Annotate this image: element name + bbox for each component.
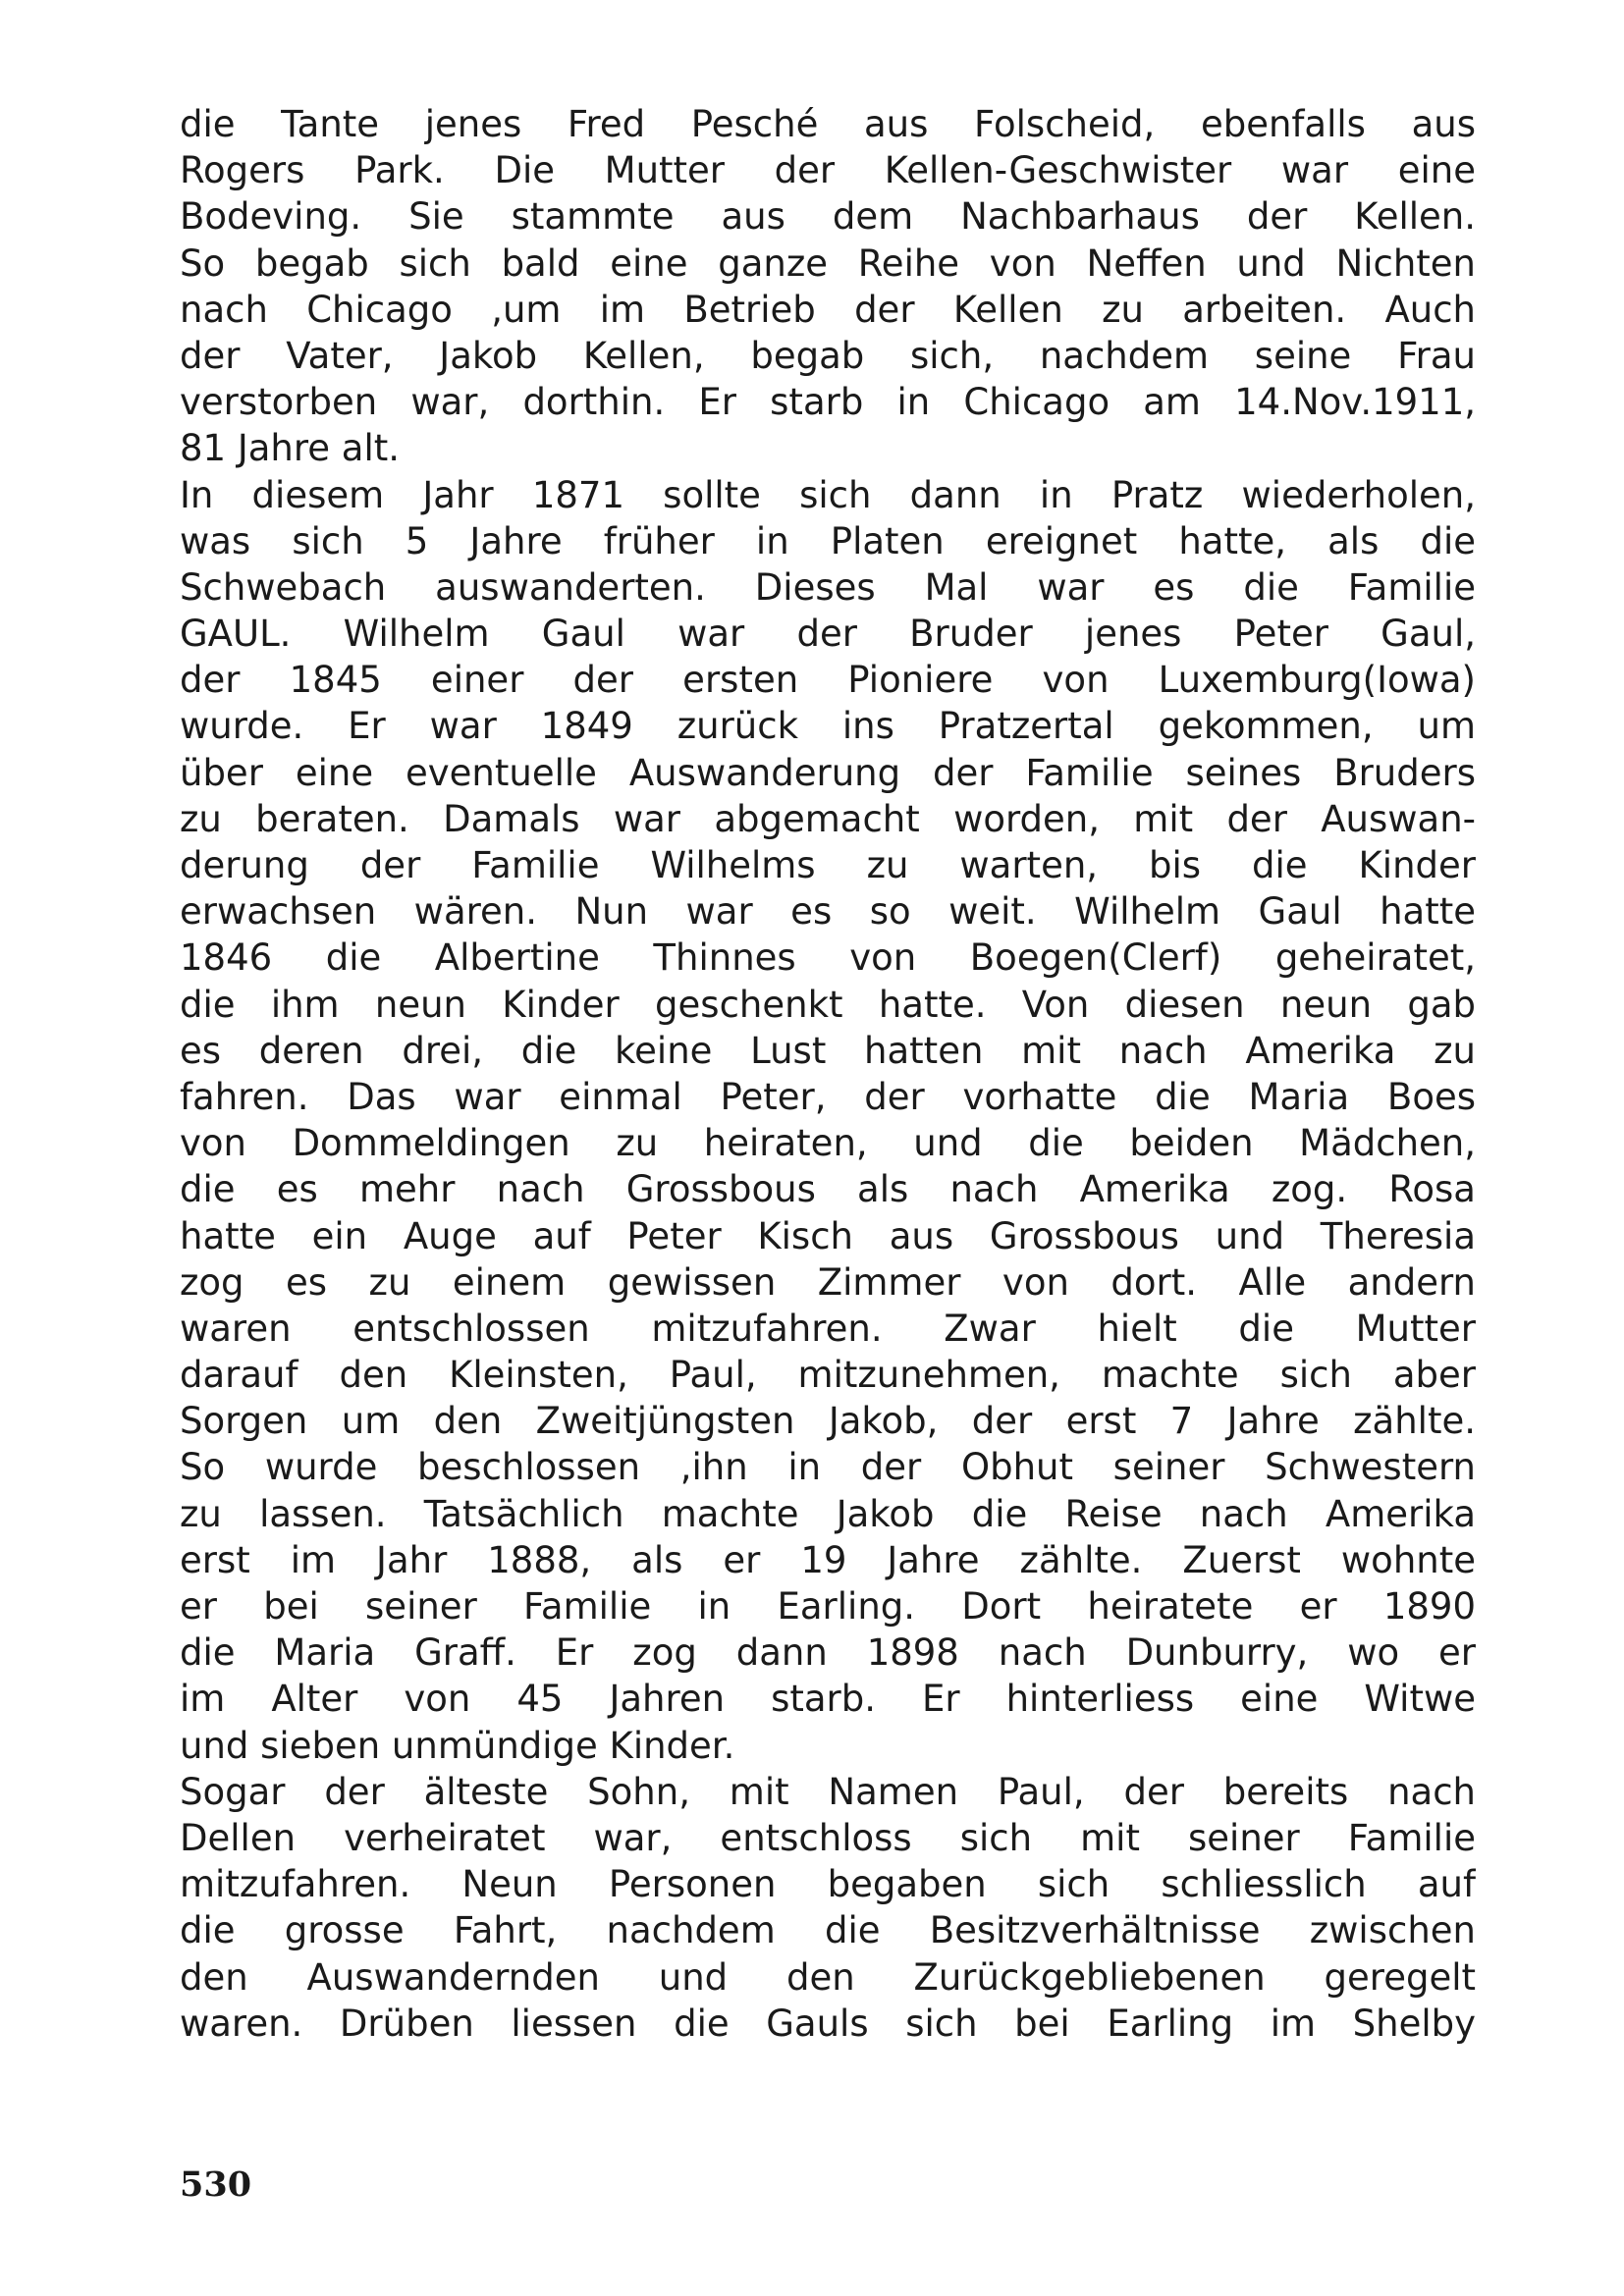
text-line: wurde. Er war 1849 zurück ins Pratzertal gekommen, um bbox=[180, 705, 1476, 748]
text-line: die ihm neun Kinder geschenkt hatte. Von diesen neun gab bbox=[180, 983, 1476, 1026]
text-line: die Maria Graff. Er zog dann 1898 nach Dunburry, wo er bbox=[180, 1631, 1476, 1675]
text-line: zu lassen. Tatsächlich machte Jakob die Reise nach Amerika bbox=[180, 1492, 1476, 1535]
text-line: Schwebach auswanderten. Dieses Mal war es die Familie bbox=[180, 565, 1476, 609]
page-number: 530 bbox=[180, 2164, 252, 2205]
text-line: die es mehr nach Grossbous als nach Amerika zog. Rosa bbox=[180, 1168, 1476, 1211]
text-line: 81 Jahre alt. bbox=[180, 427, 401, 470]
text-line: hatte ein Auge auf Peter Kisch aus Grossbous und Theresia bbox=[180, 1214, 1476, 1257]
text-line: zog es zu einem gewissen Zimmer von dort. Alle andern bbox=[180, 1260, 1476, 1304]
body-text bbox=[180, 101, 1476, 2047]
text-line: es deren drei, die keine Lust hatten mit nach Amerika zu bbox=[180, 1029, 1476, 1072]
text-line: er bei seiner Familie in Earling. Dort heiratete er 1890 bbox=[180, 1585, 1476, 1628]
text-line: Bodeving. Sie stammte aus dem Nachbarhaus der Kellen. bbox=[180, 195, 1476, 239]
text-line: mitzufahren. Neun Personen begaben sich schliesslich auf bbox=[180, 1863, 1476, 1906]
text-line: Sorgen um den Zweitjüngsten Jakob, der erst 7 Jahre zählte. bbox=[180, 1400, 1476, 1443]
text-line: 1846 die Albertine Thinnes von Boegen(Clerf) geheiratet, bbox=[180, 936, 1476, 980]
text-line: die Tante jenes Fred Pesché aus Folscheid, ebenfalls aus bbox=[180, 103, 1476, 145]
text-line: die grosse Fahrt, nachdem die Besitzverhältnisse zwischen bbox=[180, 1909, 1476, 1952]
text-line: GAUL. Wilhelm Gaul war der Bruder jenes Peter Gaul, bbox=[180, 613, 1476, 656]
text-line: den Auswandernden und den Zurückgebliebenen geregelt bbox=[180, 1955, 1476, 1999]
text-line: fahren. Das war einmal Peter, der vorhatte die Maria Boes bbox=[180, 1075, 1476, 1118]
text-line: nach Chicago ,um im Betrieb der Kellen zu arbeiten. Auch bbox=[180, 288, 1476, 331]
text-line: von Dommeldingen zu heiraten, und die beiden Mädchen, bbox=[180, 1122, 1476, 1165]
text-line: und sieben unmündige Kinder. bbox=[180, 1724, 735, 1767]
text-line: In diesem Jahr 1871 sollte sich dann in Pratz wiederholen, bbox=[180, 473, 1476, 516]
text-line: Dellen verheiratet war, entschloss sich mit seiner Familie bbox=[180, 1816, 1476, 1859]
text-line: was sich 5 Jahre früher in Platen ereignet hatte, als die bbox=[180, 519, 1476, 562]
text-line: waren entschlossen mitzufahren. Zwar hielt die Mutter bbox=[180, 1307, 1476, 1350]
text-line: Rogers Park. Die Mutter der Kellen-Geschwister war eine bbox=[180, 149, 1476, 192]
text-line: So begab sich bald eine ganze Reihe von Neffen und Nichten bbox=[180, 241, 1476, 285]
text-line: der 1845 einer der ersten Pioniere von Luxemburg(Iowa) bbox=[180, 659, 1476, 702]
text-line: erst im Jahr 1888, als er 19 Jahre zählte. Zuerst wohnte bbox=[180, 1538, 1476, 1581]
text-line: im Alter von 45 Jahren starb. Er hinterliess eine Witwe bbox=[180, 1678, 1476, 1721]
text-line: der Vater, Jakob Kellen, begab sich, nachdem seine Frau bbox=[180, 334, 1476, 377]
text-line: über eine eventuelle Auswanderung der Familie seines Bruders bbox=[180, 751, 1476, 794]
text-line: erwachsen wären. Nun war es so weit. Wilhelm Gaul hatte bbox=[180, 890, 1476, 934]
text-line: waren. Drüben liessen die Gauls sich bei Earling im Shelby bbox=[180, 2002, 1476, 2045]
text-line: darauf den Kleinsten, Paul, mitzunehmen, machte sich aber bbox=[180, 1354, 1476, 1397]
text-line: zu beraten. Damals war abgemacht worden, mit der Auswan- bbox=[180, 797, 1476, 840]
text-line: verstorben war, dorthin. Er starb in Chicago am 14.Nov.1911, bbox=[180, 381, 1476, 424]
text-line: So wurde beschlossen ,ihn in der Obhut seiner Schwestern bbox=[180, 1446, 1476, 1489]
text-line: Sogar der älteste Sohn, mit Namen Paul, der bereits nach bbox=[180, 1770, 1476, 1813]
text-line: derung der Familie Wilhelms zu warten, bis die Kinder bbox=[180, 844, 1476, 886]
